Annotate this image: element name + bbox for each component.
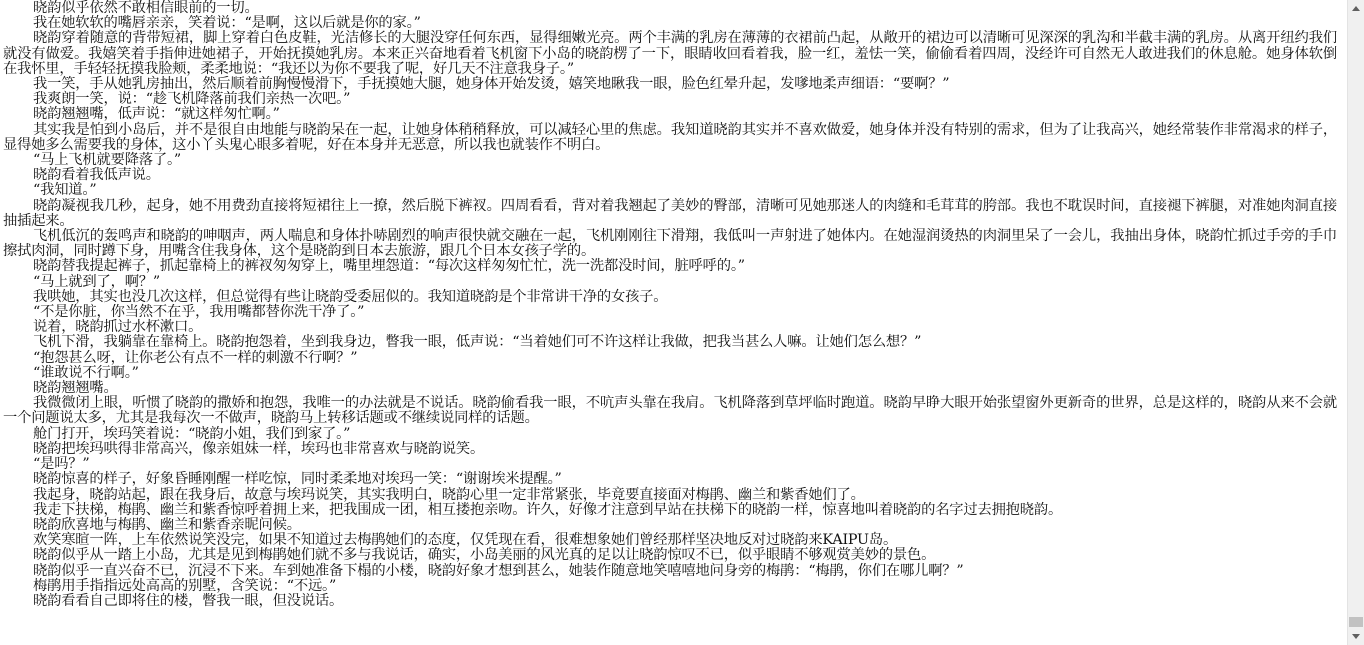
paragraph: “我知道。”	[33, 182, 97, 199]
paragraph: “不是你脏，你当然不在乎，我用嘴都替你洗干净了。”	[33, 304, 365, 321]
arrow-down-icon	[1352, 634, 1360, 639]
paragraph: 晓韵似乎依然不敢相信眼前的一切。	[33, 0, 259, 16]
paragraph: “抱怨甚么呀，让你老公有点不一样的刺激不行啊？”	[33, 349, 358, 366]
paragraph: 晓韵惊喜的样子，好象昏睡刚醒一样吃惊，同时柔柔地对埃玛一笑：“谢谢埃米提醒。”	[33, 471, 562, 488]
paragraph: 我微微闭上眼，听惯了晓韵的撒娇和抱怨，我唯一的办法就是不说话。晓韵偷看我一眼，不吭声头靠在我肩。飞机降落到草坪临时跑道。晓韵早睁大眼开始张望窗外更新奇的世界，总是这样的，晓韵从来不会就一个问题说太多，尤其是我每次一不做声，晓韵马上转移话题或不继续说同样的话题。	[3, 395, 1337, 427]
paragraph: 晓韵看看自己即将住的楼，瞥我一眼，但没说话。	[33, 592, 344, 609]
paragraph: 晓韵翘翘嘴。	[33, 380, 118, 397]
scrollbar-thumb[interactable]	[1349, 617, 1363, 627]
paragraph: “是吗？”	[33, 456, 90, 473]
vertical-scrollbar[interactable]	[1347, 0, 1364, 645]
arrow-up-icon	[1352, 6, 1360, 11]
scroll-down-button[interactable]	[1348, 628, 1364, 645]
paragraph: 我起身，晓韵站起，跟在我身后，故意与埃玛说笑，其实我明白，晓韵心里一定非常紧张，毕竟要直接面对梅鹃、幽兰和紫香她们了。	[33, 486, 865, 503]
paragraph: 晓韵穿着随意的背带短裙，脚上穿着白色皮鞋，光洁修长的大腿没穿任何东西，显得细嫩光亮。两个丰满的乳房在薄薄的衣裙前凸起，从敞开的裙边可以清晰可见深深的乳沟和半截丰满的乳房。从离开纽约我们就没有做爱。我嬉笑着手指伸进她裙子，开始抚摸她乳房。本来正兴奋地看着飞机窗下小岛的晓韵楞了一下，眼睛收回看着我，脸一红，羞怯一笑，偷偷看着四周，没经许可自然无人敢进我们的休息舱。她身体软倒在我怀里，手轻轻抚摸我脸颊，柔柔地说：“我还以为你不要我了呢，好几天不注意我身子。”	[3, 30, 1337, 77]
paragraph: 其实我是怕到小岛后，并不是很自由地能与晓韵呆在一起，让她身体稍稍释放，可以减轻心里的焦虑。我知道晓韵其实并不喜欢做爱，她身体并没有特别的需求，但为了让我高兴，她经常装作非常渴求的样子，显得她多么需要我的身体，这小丫头鬼心眼多着呢，好在本身并无恶意，所以我也就装作不明白。	[3, 121, 1337, 153]
paragraph: “马上飞机就要降落了。”	[33, 152, 182, 169]
paragraph: 晓韵替我提起裤子，抓起靠椅上的裤衩匆匆穿上，嘴里埋怨道：“每次这样匆匆忙忙，洗一洗都没时间，脏呼呼的。”	[33, 258, 745, 275]
paragraph: 晓韵看着我低声说。	[33, 167, 160, 184]
paragraph: 说着，晓韵抓过水杯漱口。	[33, 319, 203, 336]
paragraph: 晓韵欣喜地与梅鹃、幽兰和紫香亲昵问候。	[33, 516, 301, 533]
paragraph: 我走下扶梯，梅鹃、幽兰和紫香惊呼着拥上来，把我围成一团，相互搂抱亲吻。许久，好像才注意到早站在扶梯下的晓韵一样，惊喜地叫着晓韵的名字过去拥抱晓韵。	[33, 501, 1063, 518]
paragraph: 我一笑，手从她乳房抽出，然后顺着前胸慢慢滑下，手抚摸她大腿，她身体开始发烫，嬉笑地瞅我一眼，脸色红晕升起，发嗲地柔声细语：“要啊？”	[33, 76, 950, 93]
paragraph: 晓韵似乎一直兴奋不已，沉浸不下来。车到她准备下榻的小楼，晓韵好象才想到甚么，她装作随意地笑嘻嘻地问身旁的梅鹃：“梅鹃，你们在哪儿啊？”	[33, 562, 964, 579]
paragraph: 晓韵翘翘嘴，低声说：“就这样匆忙啊。”	[33, 106, 280, 123]
paragraph: 飞机低沉的轰鸣声和晓韵的呻咽声，两人喘息和身体扑哧剧烈的响声很快就交融在一起，飞机刚刚往下滑翔，我低叫一声射进了她体内。在她湿润烫热的肉洞里呆了一会儿，我抽出身体，晓韵忙抓过手旁的手巾擦拭肉洞，同时蹲下身，用嘴含住我身体，这个是晓韵到日本去旅游，跟几个日本女孩子学的。	[3, 228, 1337, 260]
paragraph: 我哄她，其实也没几次这样，但总觉得有些让晓韵受委屈似的。我知道晓韵是个非常讲干净的女孩子。	[33, 288, 668, 305]
paragraph: 晓韵似乎从一踏上小岛，尤其是见到梅鹃她们就不多与我说话，确实，小岛美丽的风光真的足以让晓韵惊叹不已，似乎眼睛不够观赏美妙的景色。	[33, 547, 936, 564]
paragraph: 晓韵把埃玛哄得非常高兴，像亲姐妹一样，埃玛也非常喜欢与晓韵说笑。	[33, 440, 485, 457]
paragraph: 飞机下滑，我躺靠在靠椅上。晓韵抱怨着，坐到我身边，瞥我一眼，低声说：“当着她们可不许这样让我做，把我当甚么人嘛。让她们怎么想？”	[33, 334, 922, 351]
paragraph: 晓韵凝视我几秒，起身，她不用费劲直接将短裙往上一撩，然后脱下裤衩。四周看看，背对着我翘起了美妙的臀部，清晰可见她那迷人的肉缝和毛茸茸的胯部。我也不耽误时间，直接褪下裤腿，对准她肉洞直接抽插起来。	[3, 197, 1337, 229]
paragraph: 欢笑寒暄一阵，上车依然说笑没完，如果不知道过去梅鹃她们的态度，仅凭现在看，很难想象她们曾经那样坚决地反对过晓韵来KAIPU岛。	[33, 532, 898, 549]
paragraph: 我在她软软的嘴唇亲亲，笑着说：“是啊，这以后就是你的家。”	[33, 15, 421, 32]
paragraph: 我爽朗一笑，说：“趁飞机降落前我们亲热一次吧。”	[33, 91, 351, 108]
paragraph: 梅鹃用手指指远处高高的别墅，含笑说：“不远。”	[33, 577, 337, 594]
paragraph: “马上就到了，啊？”	[33, 273, 160, 290]
scroll-up-button[interactable]	[1348, 0, 1364, 17]
paragraph: “谁敢说不行啊。”	[33, 364, 139, 381]
paragraph: 舱门打开，埃玛笑着说：“晓韵小姐，我们到家了。”	[33, 425, 351, 442]
